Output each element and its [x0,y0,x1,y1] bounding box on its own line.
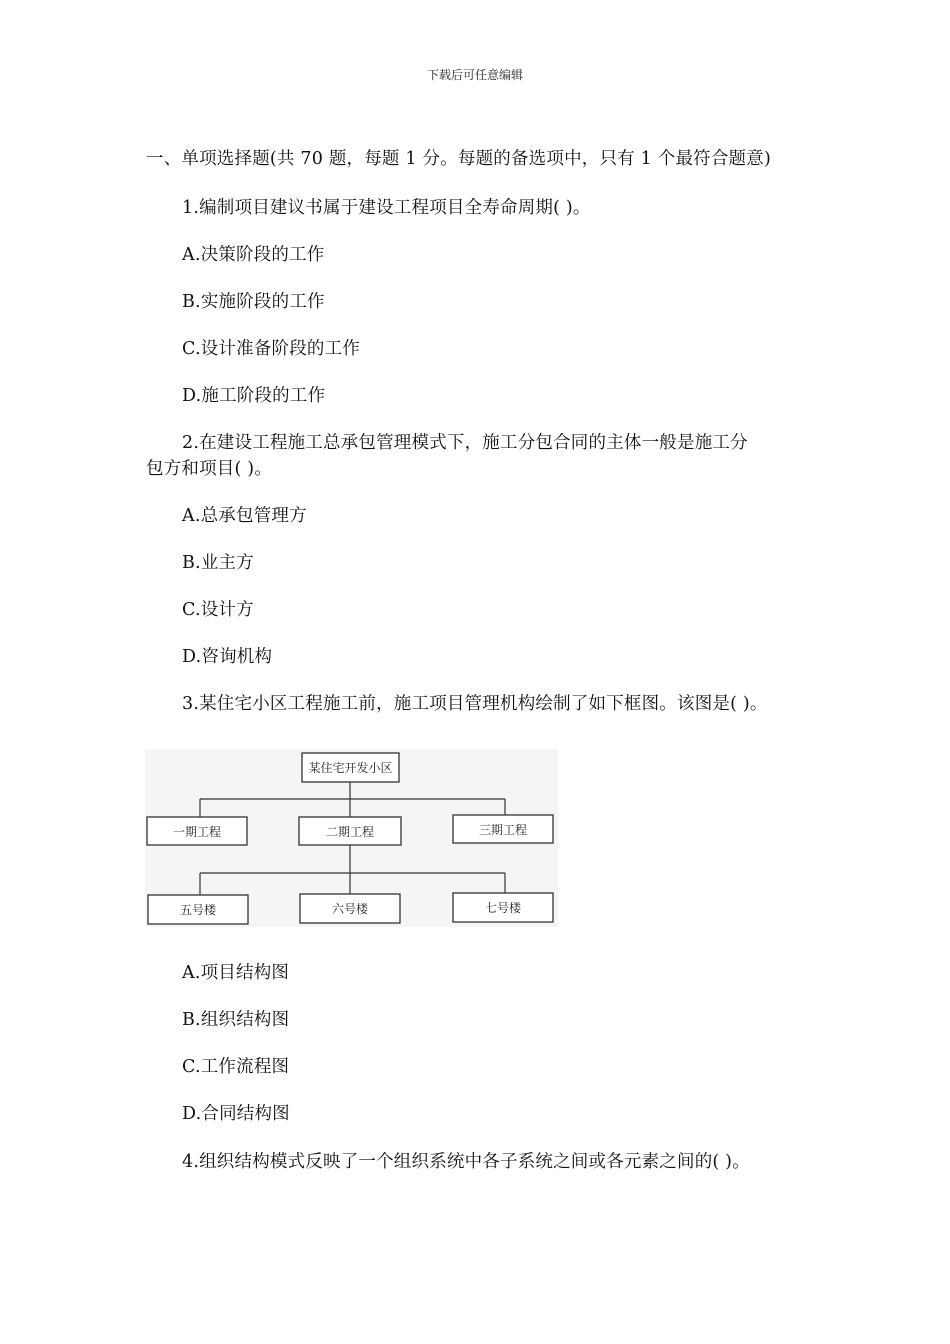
question-2-option-d: D.咨询机构 [182,647,273,667]
question-4-text: 4.组织结构模式反映了一个组织系统中各子系统之间或各元素之间的( )。 [182,1152,750,1172]
section-title: 一、单项选择题(共 70 题，每题 1 分。每题的备选项中，只有 1 个最符合题意) [146,149,771,169]
question-2-text-line1: 2.在建设工程施工总承包管理模式下，施工分包合同的主体一般是施工分 [182,433,748,453]
phase-label-2: 二期工程 [325,825,375,839]
question-1-option-a: A.决策阶段的工作 [182,245,325,265]
question-1-option-d: D.施工阶段的工作 [182,386,326,406]
question-1-option-b: B.实施阶段的工作 [182,292,325,312]
tree-diagram-svg [145,749,558,927]
question-2-option-c: C.设计方 [182,600,254,620]
question-2-option-a: A.总承包管理方 [182,506,307,526]
question-3-option-d: D.合同结构图 [182,1104,290,1124]
question-3-text: 3.某住宅小区工程施工前，施工项目管理机构绘制了如下框图。该图是( )。 [182,694,768,714]
project-structure-diagram [145,749,558,927]
building-label-3: 七号楼 [484,901,522,915]
question-2-text-line2: 包方和项目( )。 [146,459,273,479]
question-3-option-c: C.工作流程图 [182,1057,290,1077]
question-3-option-b: B.组织结构图 [182,1010,290,1030]
question-1-option-c: C.设计准备阶段的工作 [182,339,361,359]
page-header: 下载后可任意编辑 [426,68,523,82]
phase-label-3: 三期工程 [478,823,528,837]
question-3-option-a: A.项目结构图 [182,963,290,983]
building-label-2: 六号楼 [331,902,369,916]
question-1-text: 1.编制项目建议书属于建设工程项目全寿命周期( )。 [182,198,591,218]
question-2-option-b: B.业主方 [182,553,254,573]
phase-label-1: 一期工程 [172,825,222,839]
building-label-1: 五号楼 [179,903,217,917]
root-label: 某住宅开发小区 [308,761,393,775]
